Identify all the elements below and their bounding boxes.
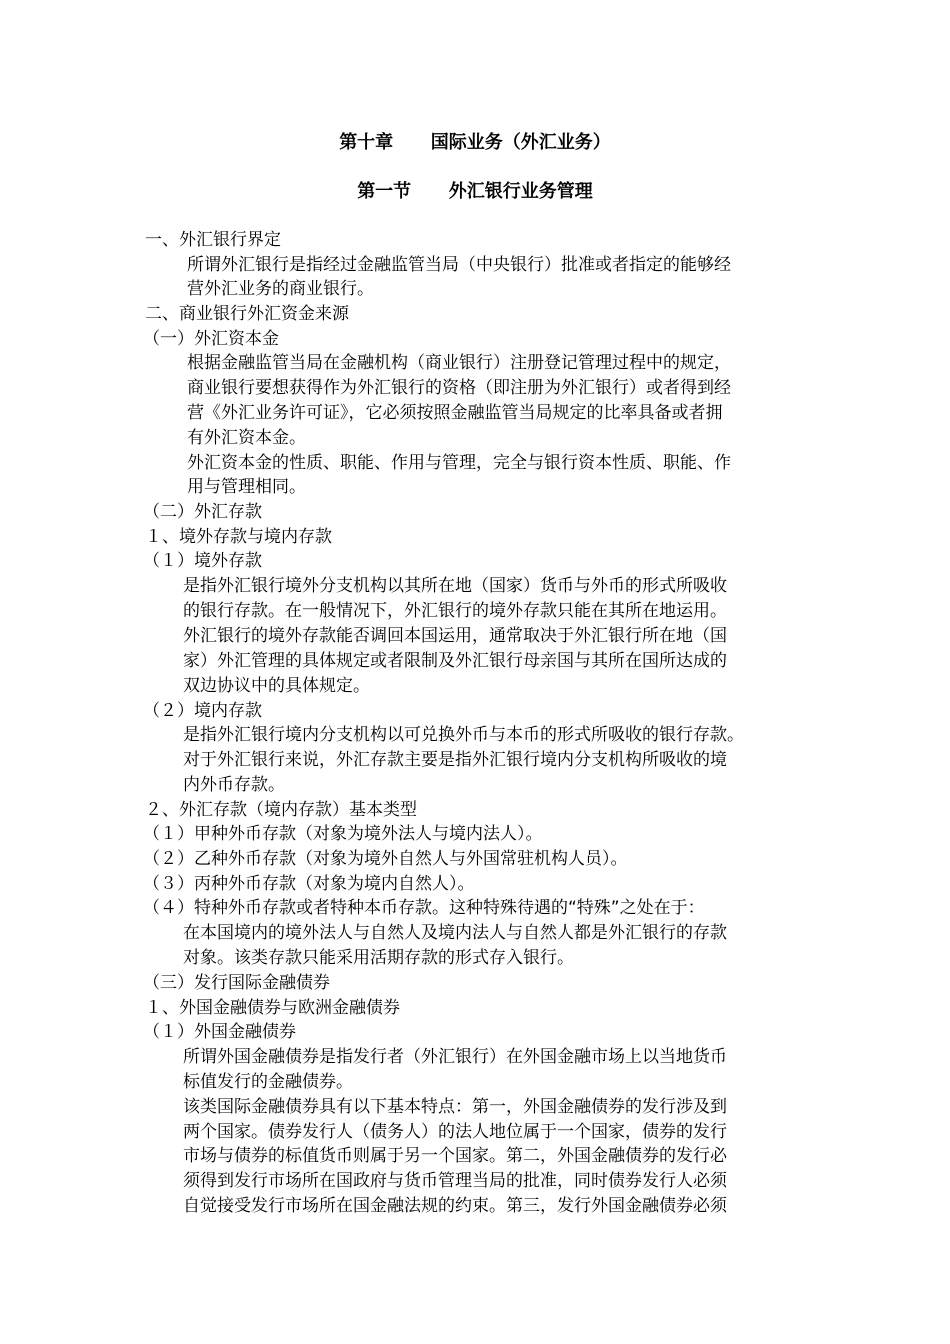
heading-level-1: 二、商业银行外汇资金来源 — [145, 304, 349, 324]
heading-level-4: （１）境外存款 — [143, 551, 262, 571]
heading-level-4: （１）外国金融债券 — [143, 1022, 296, 1042]
paragraph-line: 外汇资本金的性质、职能、作用与管理，完全与银行资本性质、职能、作 — [187, 453, 731, 473]
paragraph-line: 对象。该类存款只能采用活期存款的形式存入银行。 — [183, 948, 574, 968]
heading-level-2: （三）发行国际金融债券 — [143, 973, 330, 993]
paragraph-line: 是指外汇银行境内分支机构以可兑换外币与本币的形式所吸收的银行存款。 — [183, 725, 744, 745]
paragraph-line: 须得到发行市场所在国政府与货币管理当局的批准，同时债券发行人必须 — [183, 1171, 727, 1191]
list-item: （２）乙种外币存款（对象为境外自然人与外国常驻机构人员）。 — [143, 849, 628, 869]
paragraph-line: 自觉接受发行市场所在国金融法规的约束。第三，发行外国金融债券必须 — [183, 1196, 727, 1216]
paragraph-line: 所谓外汇银行是指经过金融监管当局（中央银行）批准或者指定的能够经 — [187, 255, 731, 275]
section-title: 第一节 外汇银行业务管理 — [357, 181, 593, 202]
paragraph-line: 用与管理相同。 — [187, 477, 306, 497]
paragraph-line: 是指外汇银行境外分支机构以其所在地（国家）货币与外币的形式所吸收 — [183, 576, 727, 596]
paragraph-line: 根据金融监管当局在金融机构（商业银行）注册登记管理过程中的规定， — [187, 353, 731, 373]
paragraph-line: 在本国境内的境外法人与自然人及境内法人与自然人都是外汇银行的存款 — [183, 923, 727, 943]
paragraph-line: 市场与债券的标值货币则属于另一个国家。第二，外国金融债券的发行必 — [183, 1146, 727, 1166]
paragraph-line: 家）外汇管理的具体规定或者限制及外汇银行母亲国与其所在国所达成的 — [183, 651, 727, 671]
paragraph-line: 的银行存款。在一般情况下，外汇银行的境外存款只能在其所在地运用。 — [183, 601, 727, 621]
heading-level-1: 一、外汇银行界定 — [145, 230, 281, 250]
paragraph-line: 对于外汇银行来说，外汇存款主要是指外汇银行境内分支机构所吸收的境 — [183, 750, 727, 770]
paragraph-line: 两个国家。债券发行人（债务人）的法人地位属于一个国家，债券的发行 — [183, 1122, 727, 1142]
paragraph-line: 有外汇资本金。 — [187, 428, 306, 448]
heading-level-2: （一）外汇资本金 — [143, 329, 279, 349]
paragraph-line: 内外币存款。 — [183, 775, 285, 795]
heading-level-2: （二）外汇存款 — [143, 502, 262, 522]
paragraph-line: 商业银行要想获得作为外汇银行的资格（即注册为外汇银行）或者得到经 — [187, 378, 731, 398]
list-item: （４）特种外币存款或者特种本币存款。这种特殊待遇的“特殊”之处在于： — [143, 898, 705, 918]
paragraph-line: 该类国际金融债券具有以下基本特点：第一，外国金融债券的发行涉及到 — [183, 1097, 727, 1117]
list-item: （３）丙种外币存款（对象为境内自然人）。 — [143, 874, 475, 894]
paragraph-line: 营《外汇业务许可证》，它必须按照金融监管当局规定的比率具备或者拥 — [187, 403, 723, 423]
heading-level-3: １、境外存款与境内存款 — [145, 527, 332, 547]
paragraph-line: 双边协议中的具体规定。 — [183, 676, 370, 696]
paragraph-line: 营外汇业务的商业银行。 — [187, 279, 374, 299]
paragraph-line: 外汇银行的境外存款能否调回本国运用，通常取决于外汇银行所在地（国 — [183, 626, 727, 646]
paragraph-line: 所谓外国金融债券是指发行者（外汇银行）在外国金融市场上以当地货币 — [183, 1047, 727, 1067]
heading-level-4: （２）境内存款 — [143, 701, 262, 721]
list-item: （１）甲种外币存款（对象为境外法人与境内法人）。 — [143, 824, 543, 844]
paragraph-line: 标值发行的金融债券。 — [183, 1072, 353, 1092]
chapter-title: 第十章 国际业务（外汇业务） — [339, 132, 611, 153]
heading-level-3: １、外国金融债券与欧洲金融债券 — [145, 998, 400, 1018]
heading-level-3: ２、外汇存款（境内存款）基本类型 — [145, 800, 417, 820]
